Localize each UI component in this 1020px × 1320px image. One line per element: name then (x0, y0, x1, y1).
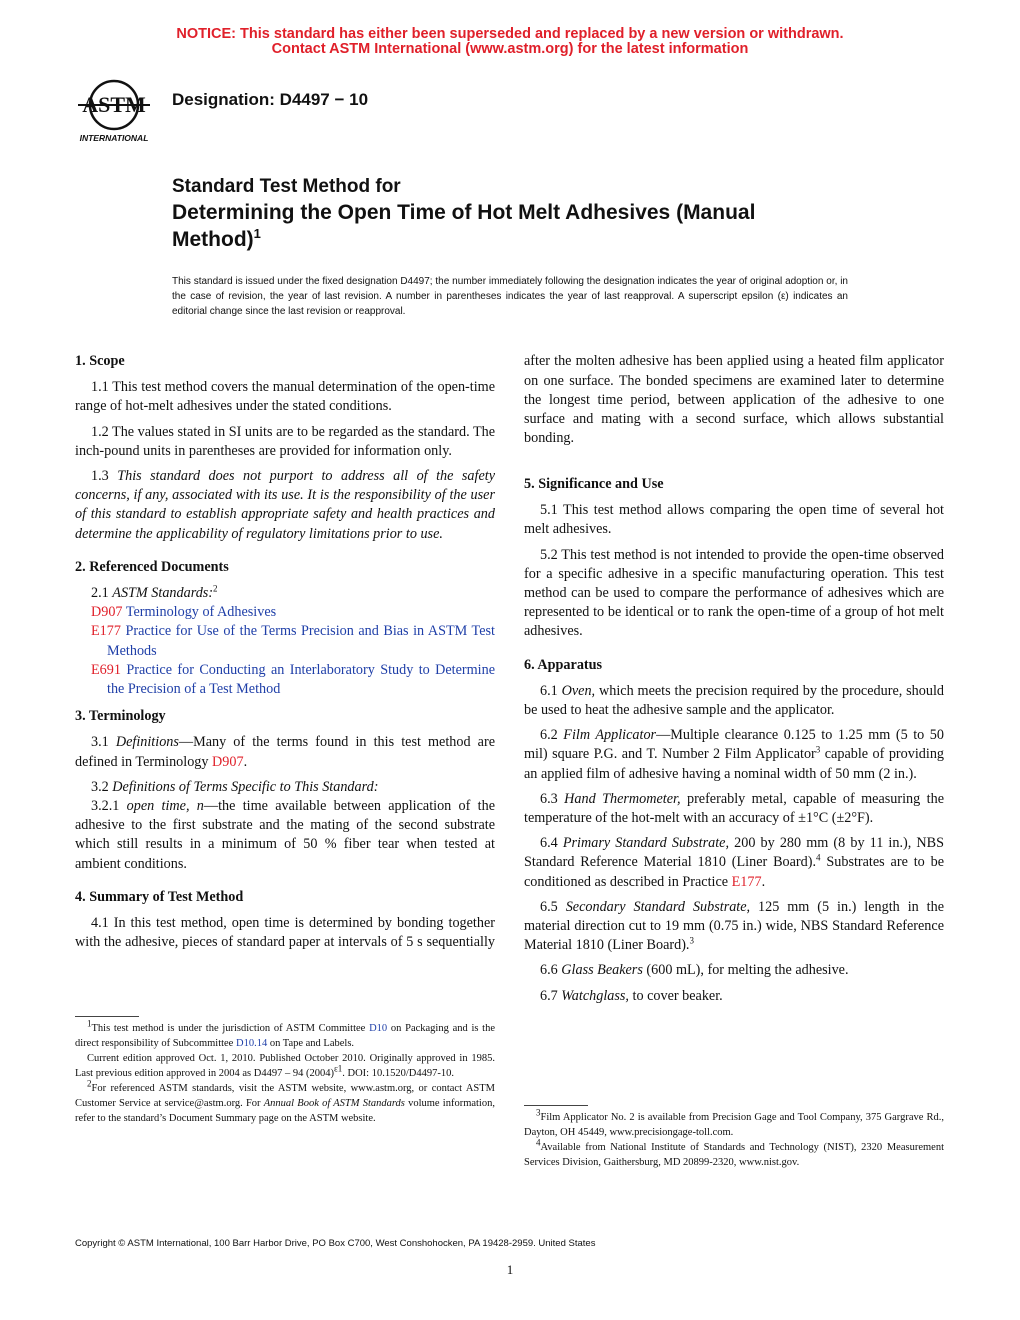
footnote-ref-4[interactable]: 4 (816, 852, 821, 863)
ref-title[interactable]: Practice for Conducting an Interlaboratory Study to Determine the Precision of a Test Method (107, 661, 495, 698)
para-1-3-text: This standard does not purport to address all of the safety concerns, if any, associated with its use. It is the responsibility of the user of this standard to establish appropriate safety and health practices and determine the applicability of regulatory limitations prior to use. (75, 468, 495, 542)
title-line-3 (172, 226, 872, 253)
footnote-1-doi: . DOI: 10.1520/D4497-10. (342, 1068, 454, 1079)
para-2-1-num: 2.1 (91, 585, 113, 602)
para-6-3-text: preferably metal, capable of measuring the temperature of the hot-melt with an accuracy of ±1°C (±2°F). (524, 790, 945, 827)
footnote-2-mark: 2 (87, 1078, 92, 1089)
para-6-2-text: —Multiple clearance 0.125 to 1.25 mm (5 to 50 mil) square P.G. and T. Number 2 Film Applicator (524, 727, 944, 763)
para-3-1-text: —Many of the terms found in this test method are defined in Terminology (75, 734, 496, 770)
para-6-2-term: Film Applicator (563, 727, 657, 744)
para-3-2 (75, 778, 495, 797)
right-column (524, 352, 944, 1012)
para-2-1 (75, 584, 495, 603)
para-3-1-end: . (243, 753, 248, 770)
title-line-3-text: Method) (172, 228, 254, 251)
para-6-7-term: Watchglass, (561, 987, 629, 1004)
para-6-5-text: 125 mm (5 in.) length in the material direction cut to 19 mm (0.75 in.) wide, NBS Standard Reference Material 1810 (Liner Board). (524, 898, 945, 954)
para-6-6-text: (600 mL), for melting the adhesive. (642, 962, 849, 979)
para-4-1: 4.1 In this test method, open time is determined by bonding together with the adhesive, pieces of standard paper at intervals of 5 s sequentially (75, 915, 495, 951)
para-3-1-term: Definitions (115, 734, 179, 751)
footnote-1-mark: 1 (87, 1018, 92, 1029)
para-3-1-num: 3.1 (91, 734, 116, 751)
para-6-6-term: Glass Beakers (561, 962, 643, 979)
footnote-3 (524, 1107, 944, 1140)
copyright-line: Copyright © ASTM International, 100 Barr Harbor Drive, PO Box C700, West Conshohocken, PA 19428-2959. United States (75, 1238, 596, 1249)
para-3-1 (75, 733, 495, 771)
para-3-2-1-term: open time, n (126, 798, 204, 815)
ref-code[interactable]: E691 (91, 661, 121, 678)
issuance-note: This standard is issued under the fixed designation D4497; the number immediately following the designation indicates the year of original adoption or, in the case of revision, the year of last revision. A number in parentheses indicates the year of last reapproval. A superscript epsilon (ε) indicates an editorial change since the last revision or reapproval. (172, 276, 848, 317)
logo-subtext: INTERNATIONAL (79, 133, 149, 143)
para-5-1: 5.1 This test method allows comparing the open time of several hot melt adhesives. (524, 502, 944, 538)
link-d10-14[interactable]: D10.14 (235, 1038, 268, 1049)
section-4-heading: 4. Summary of Test Method (75, 888, 244, 905)
para-6-5-term: Secondary Standard Substrate, (565, 898, 751, 915)
para-6-1-num: 6.1 (540, 682, 562, 699)
ref-e691[interactable] (75, 661, 495, 699)
para-3-2-text: Definitions of Terms Specific to This Standard: (112, 778, 379, 795)
para-6-3 (524, 790, 944, 828)
footnote-ref-2[interactable]: 2 (213, 583, 218, 594)
footnote-4-mark: 4 (536, 1137, 541, 1148)
withdrawal-notice (0, 27, 1020, 57)
footnote-2 (75, 1078, 495, 1126)
para-6-4-text: 200 by 280 mm (8 by 11 in.), NBS Standard Reference Material 1810 (Liner Board). (524, 835, 945, 871)
link-d10[interactable]: D10 (369, 1023, 388, 1034)
section-2-heading: 2. Referenced Documents (75, 558, 229, 575)
para-1-3-num: 1.3 (91, 468, 118, 485)
section-3-heading: 3. Terminology (75, 708, 166, 725)
footnote-1-text-a: This test method is under the jurisdiction of ASTM Committee (91, 1023, 370, 1034)
notice-line-2: Contact ASTM International (www.astm.org) for the latest information (271, 41, 749, 57)
para-3-2-1 (75, 797, 495, 874)
ref-title[interactable]: Terminology of Adhesives (122, 604, 277, 621)
para-6-7-num: 6.7 (540, 987, 562, 1004)
footnote-1-text-b: on Packaging and is the direct responsibility of Subcommittee (75, 1023, 496, 1049)
footnote-1-text-c: on Tape and Labels. (267, 1038, 355, 1049)
para-4-1-continued (524, 352, 944, 467)
footnote-4-text: Available from National Institute of Standards and Technology (NIST), 2320 Measurement Services Division, Gaithersburg, MD 20899-2320, www.nist.gov. (524, 1142, 944, 1168)
footnote-1-edition-text: Current edition approved Oct. 1, 2010. Published October 2010. Originally approved in 1985. Last previous edition approved in 2004 as D4497 – 94 (2004) (75, 1053, 495, 1079)
title-line-2: Determining the Open Time of Hot Melt Adhesives (Manual (172, 201, 756, 224)
para-6-5-num: 6.5 (540, 898, 566, 915)
footnote-ref-3[interactable]: 3 (815, 744, 821, 755)
left-column (75, 352, 495, 958)
footnote-rule-left (75, 1016, 139, 1017)
astm-logo-mark (66, 75, 162, 147)
para-5-2: 5.2 This test method is not intended to provide the open-time observed for a specific adhesive in a specific manufacturing operation. This test method can be used to compare the performance of adhesives which are represented to be identical or to rank the open-time of a group of hot melt adhesives. (524, 546, 944, 640)
para-6-3-term: Hand Thermometer, (564, 790, 681, 807)
para-6-4-num: 6.4 (540, 835, 563, 852)
notice-line-1: NOTICE: This standard has either been superseded and replaced by a new version or withdrawn. (176, 26, 844, 42)
ref-e177[interactable] (75, 622, 495, 660)
ref-code[interactable]: D907 (91, 604, 123, 621)
footnote-ref-3b[interactable]: 3 (689, 935, 694, 946)
para-6-4 (524, 834, 944, 892)
footnote-4 (524, 1137, 944, 1170)
para-4-1-continued-text: after the molten adhesive has been applied using a heated film applicator on one surface. The bonded specimens are examined later to determine the longest time period, between application of the adhesive to one surface and mating with a second surface, which allows substantial bonding. (524, 353, 944, 447)
footnotes-right (524, 1107, 944, 1170)
footnotes-left (75, 1018, 496, 1126)
footnote-3-text: Film Applicator No. 2 is available from Precision Gage and Tool Company, 375 Gargrave Rd., Dayton, OH 45449, www.precisiongage-toll.com. (524, 1112, 944, 1138)
ref-link-d907[interactable]: D907 (212, 753, 244, 770)
para-6-6 (524, 961, 944, 980)
footnote-1-edition (75, 1051, 495, 1081)
footnote-rule-right (524, 1105, 588, 1106)
title-footnote-mark[interactable]: 1 (253, 226, 261, 241)
para-6-4-term: Primary Standard Substrate, (562, 835, 730, 852)
para-6-5 (524, 898, 944, 956)
page-number: 1 (506, 1262, 514, 1277)
ref-d907[interactable] (75, 603, 495, 622)
ref-code[interactable]: E177 (91, 623, 121, 640)
para-1-3 (75, 467, 495, 544)
ref-link-e177[interactable]: E177 (731, 873, 762, 890)
para-6-7 (524, 987, 944, 1006)
footnote-2-italic: Annual Book of ASTM Standards (263, 1098, 405, 1109)
para-6-4-end: . (761, 873, 766, 890)
footnote-1 (75, 1018, 496, 1051)
para-1-2: 1.2 The values stated in SI units are to be regarded as the standard. The inch-pound units in parentheses are provided for information only. (75, 423, 495, 459)
para-3-2-1-num: 3.2.1 (91, 798, 127, 815)
para-6-4-text2: Substrates are to be conditioned as described in Practice (524, 854, 944, 890)
footnote-1-epsilon: ε1 (333, 1063, 343, 1074)
section-1-heading: 1. Scope (75, 353, 125, 369)
para-6-2-end: capable of providing an applied film of adhesive having a nominal width of 50 mm (2 in.). (524, 746, 945, 782)
document-title (172, 175, 872, 253)
para-6-2 (524, 726, 944, 784)
para-6-1-text: which meets the precision required by the procedure, should be used to heat the adhesive sample and the applicator. (524, 682, 945, 719)
para-2-1-text: ASTM Standards: (112, 585, 214, 602)
footnote-2-text-b: volume information, refer to the standard’s Document Summary page on the ASTM website. (75, 1098, 495, 1124)
footnote-2-text-a: For referenced ASTM standards, visit the ASTM website, www.astm.org, or contact ASTM Customer Service at service@astm.org. For (75, 1083, 495, 1109)
astm-logo (66, 75, 162, 147)
para-6-1-term: Oven, (561, 682, 596, 699)
title-line-1: Standard Test Method for (172, 176, 401, 197)
para-6-6-num: 6.6 (540, 962, 562, 979)
ref-title[interactable]: Practice for Use of the Terms Precision and Bias in ASTM Test Methods (107, 623, 495, 659)
para-3-2-num: 3.2 (91, 778, 113, 795)
para-6-2-num: 6.2 (540, 727, 564, 744)
designation: Designation: D4497 − 10 (172, 90, 369, 109)
para-1-1: 1.1 This test method covers the manual determination of the open-time range of hot-melt adhesives under the stated conditions. (75, 379, 495, 415)
logo-text: ASTM (82, 92, 146, 117)
section-6-heading: 6. Apparatus (524, 656, 603, 673)
para-6-7-text: to cover beaker. (628, 987, 723, 1004)
footnote-3-mark: 3 (536, 1107, 541, 1118)
para-3-2-1-text: —the time available between application of the adhesive to the first substrate and the mating of the second substrate which still results in a minimum of 50 % fiber tear when tested at ambient conditions. (75, 798, 495, 872)
para-6-1 (524, 682, 944, 720)
para-6-3-num: 6.3 (540, 790, 565, 807)
section-5-heading: 5. Significance and Use (524, 476, 664, 492)
